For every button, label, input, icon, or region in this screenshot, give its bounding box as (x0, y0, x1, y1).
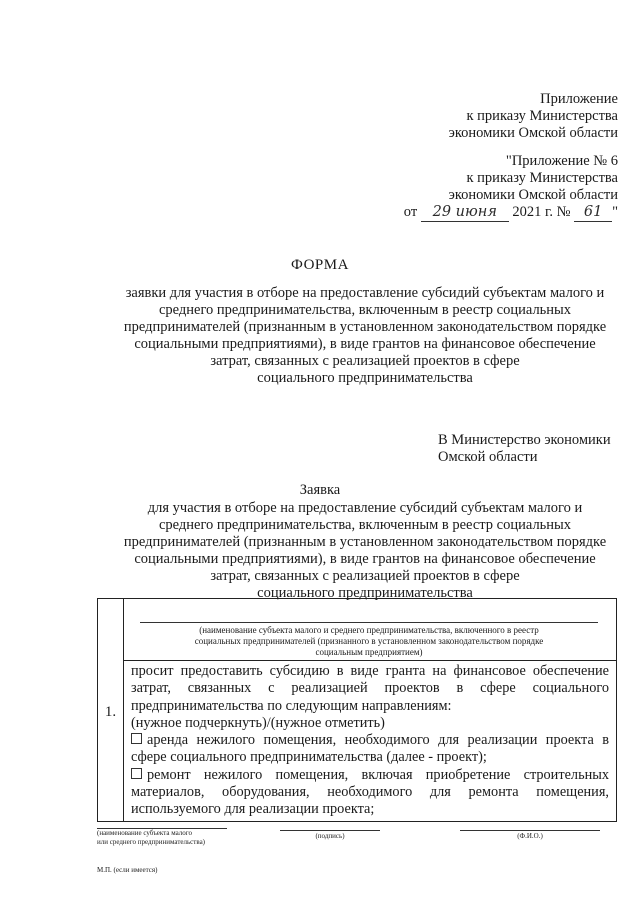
appendix-line: экономики Омской области (448, 125, 618, 141)
row-divider (123, 660, 616, 661)
appendix-line: к приказу Министерства (466, 108, 618, 124)
zayavka-desc-line: для участия в отборе на предоставление субсидий субъектам малого и (147, 500, 583, 516)
handwritten-date: 29 июня (421, 204, 509, 222)
checkbox-icon[interactable] (131, 733, 142, 744)
close-quote: " (612, 204, 618, 220)
handwritten-number: 61 (574, 204, 612, 222)
zayavka-desc-line: предпринимателей (признанным в установленном законодательством порядке (123, 534, 607, 550)
applicant-name-signature-caption (97, 829, 257, 847)
zayavka-desc-line: социального предпринимательства (257, 585, 473, 601)
request-text (131, 663, 609, 819)
option-repair-label: ремонт нежилого помещения, включая приобретение строительных материалов, оборудования, необходимого для ремонта помещения, используемого для реализации проекта; (131, 766, 609, 818)
caption-line: социальным предприятием) (315, 647, 423, 657)
appendix6-header (358, 153, 618, 222)
instruction-text: (нужное подчеркнуть)/(нужное отметить) (131, 714, 385, 731)
from-label: от (403, 204, 418, 220)
appendix6-line: "Приложение № 6 (505, 153, 618, 169)
addressee (438, 432, 628, 466)
appendix6-line: к приказу Министерства (466, 170, 618, 186)
order-date-line (358, 204, 618, 222)
caption-line: или среднего предпринимательства) (97, 838, 206, 846)
forma-desc-line: заявки для участия в отборе на предоставление субсидий субъектам малого и (125, 285, 605, 301)
option-rent[interactable] (131, 732, 609, 767)
forma-desc-line: среднего предпринимательства, включенным в реестр социальных (158, 302, 572, 318)
fio-line[interactable] (460, 830, 600, 831)
applicant-name-field[interactable] (140, 622, 598, 623)
zayavka-desc-line: среднего предпринимательства, включенным в реестр социальных (158, 517, 572, 533)
option-rent-label: аренда нежилого помещения, необходимого для реализации проекта в сфере социального предпринимательства (далее - проект); (131, 732, 609, 766)
forma-desc-line: затрат, связанных с реализацией проектов в сфере (210, 353, 520, 369)
forma-desc-line: социального предпринимательства (257, 370, 473, 386)
appendix-line: Приложение (540, 91, 618, 107)
checkbox-icon[interactable] (131, 768, 142, 779)
forma-description (110, 285, 620, 387)
form-table (97, 598, 617, 822)
zayavka-description (110, 500, 620, 602)
stamp-note: М.П. (если имеется) (97, 866, 158, 874)
addressee-line: В Министерство экономики (438, 432, 611, 448)
zayavka-desc-line: затрат, связанных с реализацией проектов в сфере (210, 568, 520, 584)
signature-caption: (подпись) (315, 832, 345, 840)
caption-line: социальных предпринимателей (признанного в установленном законодательством порядке (194, 636, 544, 646)
fio-caption: (Ф.И.О.) (517, 832, 543, 840)
option-repair[interactable] (131, 767, 609, 819)
forma-desc-line: социальными предприятиями), в виде грантов на финансовое обеспечение (134, 336, 596, 352)
request-paragraph: просит предоставить субсидию в виде гранта на финансовое обеспечение затрат, связанных с реализацией проектов в сфере социального предпринимательства по следующим направлениям: (131, 663, 609, 714)
signature-line[interactable] (280, 830, 380, 831)
applicant-name-caption (140, 625, 598, 658)
row-number: 1. (104, 704, 117, 720)
caption-line: (наименование субъекта малого (97, 829, 192, 837)
zayavka-desc-line: социальными предприятиями), в виде грантов на финансовое обеспечение (134, 551, 596, 567)
caption-line: (наименование субъекта малого и среднего предпринимательства, включенного в реестр (199, 625, 539, 635)
forma-title: ФОРМА (291, 257, 349, 273)
year-label: 2021 г. № (512, 204, 571, 220)
appendix-header (378, 91, 618, 142)
forma-desc-line: предпринимателей (признанным в установленном законодательством порядке (123, 319, 607, 335)
zayavka-title: Заявка (299, 482, 341, 498)
addressee-line: Омской области (438, 449, 538, 465)
appendix6-line: экономики Омской области (448, 187, 618, 203)
